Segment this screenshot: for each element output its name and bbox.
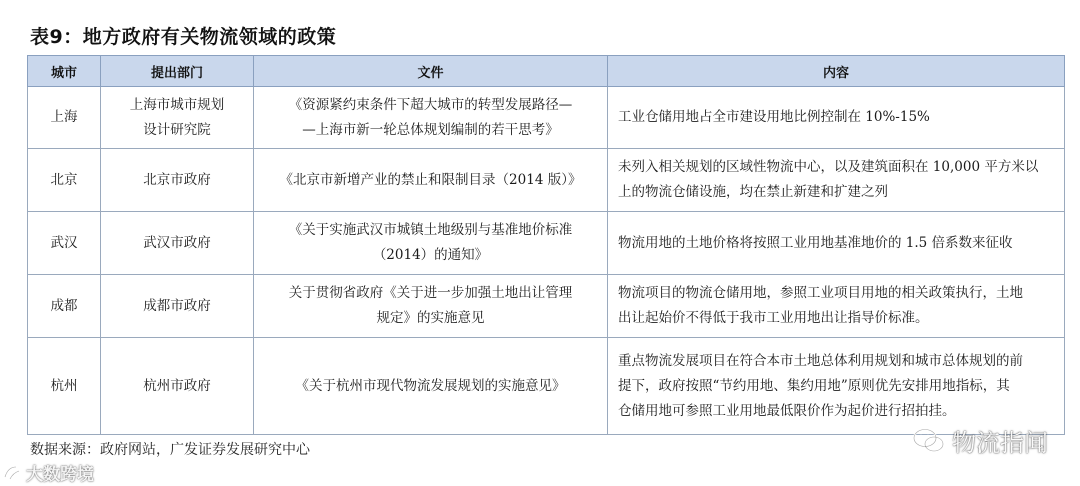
document-line: （2014）的通知》 bbox=[372, 247, 489, 263]
document-cell bbox=[254, 87, 608, 149]
header-content: 内容 bbox=[608, 56, 1065, 87]
city-cell: 成都 bbox=[28, 275, 101, 338]
table-row bbox=[28, 149, 1065, 212]
content-line: 出让起始价不得低于我市工业用地出让指导价标准。 bbox=[618, 310, 929, 326]
content-line: 物流项目的物流仓储用地，参照工业项目用地的相关政策执行，土地 bbox=[618, 285, 1023, 301]
wechat-icon bbox=[912, 427, 946, 455]
document-line: 《北京市新增产业的禁止和限制目录（2014 版）》 bbox=[279, 171, 582, 188]
department-line: 武汉市政府 bbox=[143, 234, 211, 251]
department-cell bbox=[101, 149, 254, 212]
department-line: 杭州市政府 bbox=[143, 377, 211, 394]
document-line: 规定》的实施意见 bbox=[376, 310, 485, 326]
watermark-left bbox=[2, 460, 94, 485]
content-line: 提下，政府按照“节约用地、集约用地”原则优先安排用地指标，其 bbox=[618, 377, 1010, 394]
content-line: 上的物流仓储设施，均在禁止新建和扩建之列 bbox=[618, 184, 888, 200]
document-line: 《资源紧约束条件下超大城市的转型发展路径— bbox=[288, 96, 573, 113]
city-cell: 杭州 bbox=[28, 338, 101, 435]
watermark-left-text: 大数跨境 bbox=[26, 465, 94, 485]
document-line: 关于贯彻省政府《关于进一步加强土地出让管理 bbox=[288, 285, 573, 301]
brand-logo-icon bbox=[2, 463, 22, 483]
city-cell: 北京 bbox=[28, 149, 101, 212]
content-cell bbox=[608, 275, 1065, 338]
content-line: 工业仓储用地占全市建设用地比例控制在 10%-15% bbox=[618, 109, 930, 125]
header-city: 城市 bbox=[28, 56, 101, 87]
header-department: 提出部门 bbox=[101, 56, 254, 87]
document-line: 《关于杭州市现代物流发展规划的实施意见》 bbox=[295, 377, 566, 394]
table-row bbox=[28, 338, 1065, 435]
city-cell: 上海 bbox=[28, 87, 101, 149]
department-line: 北京市政府 bbox=[143, 171, 211, 188]
department-cell bbox=[101, 212, 254, 275]
table-title: 表9：地方政府有关物流领域的政策 bbox=[30, 26, 337, 48]
content-line: 重点物流发展项目在符合本市土地总体利用规划和城市总体规划的前 bbox=[618, 352, 1023, 369]
content-cell bbox=[608, 87, 1065, 149]
content-cell bbox=[608, 212, 1065, 275]
table-row bbox=[28, 275, 1065, 338]
department-line: 上海市城市规划 bbox=[129, 96, 225, 113]
department-line: 成都市政府 bbox=[143, 297, 211, 314]
document-cell bbox=[254, 338, 608, 435]
table-row bbox=[28, 87, 1065, 149]
content-line: 物流用地的土地价格将按照工业用地基准地价的 1.5 倍系数来征收 bbox=[618, 234, 1013, 251]
document-cell bbox=[254, 212, 608, 275]
content-cell bbox=[608, 149, 1065, 212]
department-cell bbox=[101, 87, 254, 149]
watermark-right-text: 物流指闻 bbox=[952, 429, 1048, 457]
document-line: 《关于实施武汉市城镇土地级别与基准地价标准 bbox=[288, 222, 573, 238]
document-cell bbox=[254, 275, 608, 338]
table-header-row bbox=[28, 56, 1065, 87]
document-cell bbox=[254, 149, 608, 212]
policy-table bbox=[27, 55, 1065, 435]
table-row bbox=[28, 212, 1065, 275]
content-cell bbox=[608, 338, 1065, 435]
content-line: 仓储用地可参照工业用地最低限价作为起价进行招拍挂。 bbox=[618, 402, 956, 419]
department-cell bbox=[101, 338, 254, 435]
city-cell: 武汉 bbox=[28, 212, 101, 275]
document-line: —上海市新一轮总体规划编制的若干思考》 bbox=[302, 121, 559, 138]
content-line: 未列入相关规划的区域性物流中心，以及建筑面积在 10,000 平方米以 bbox=[618, 159, 1039, 175]
header-document: 文件 bbox=[254, 56, 608, 87]
department-line: 设计研究院 bbox=[143, 121, 211, 138]
data-source-note: 数据来源：政府网站，广发证券发展研究中心 bbox=[30, 442, 310, 458]
watermark-right bbox=[912, 423, 1048, 458]
department-cell bbox=[101, 275, 254, 338]
